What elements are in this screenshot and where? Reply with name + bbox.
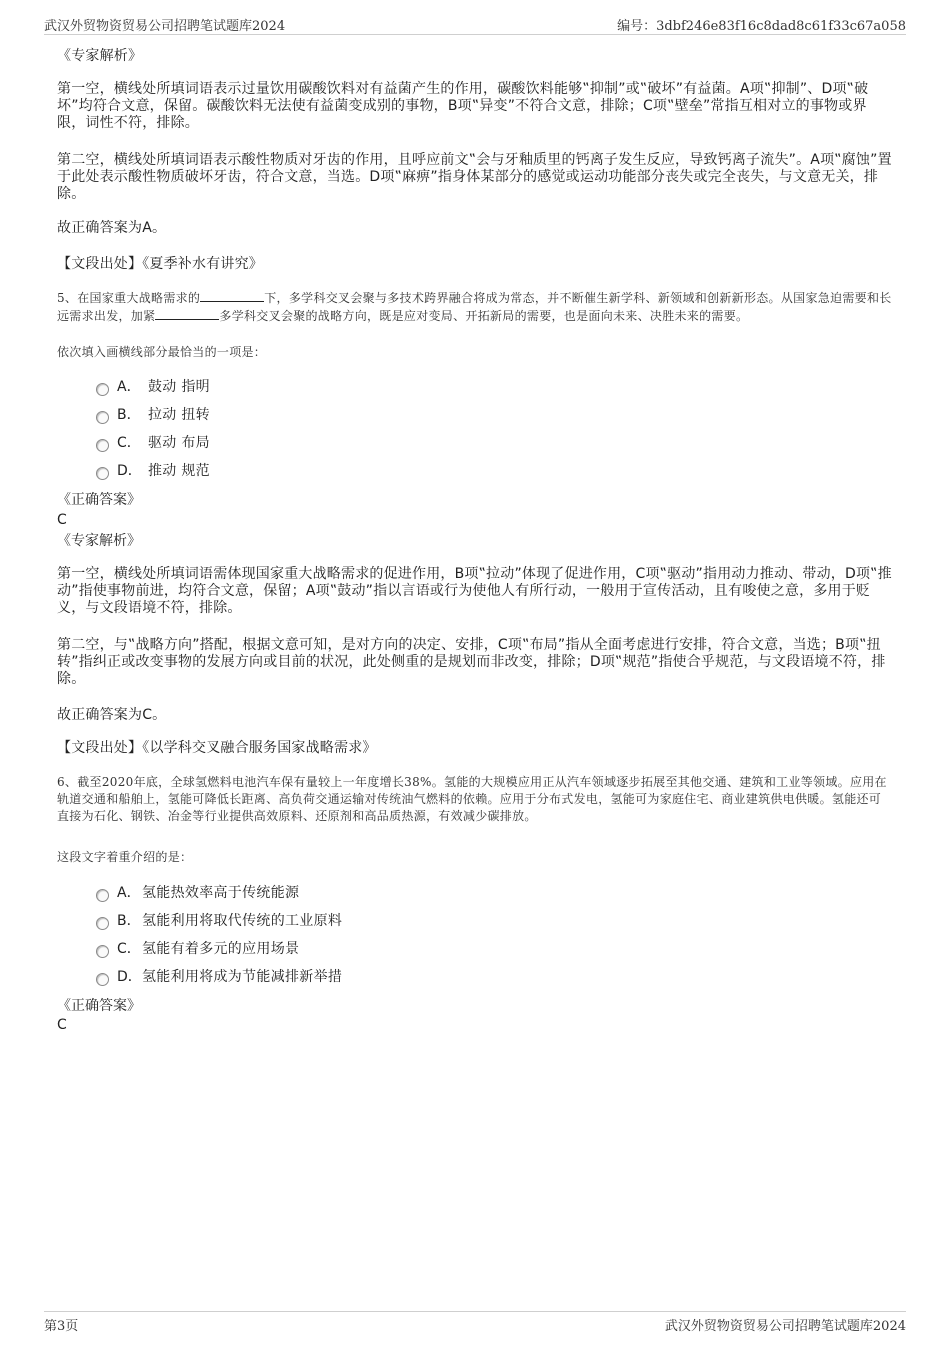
q4-analysis-label: 《专家解析》 <box>57 48 143 64</box>
option-text: 氢能利用将取代传统的工业原料 <box>142 913 343 929</box>
q5-conclusion: 故正确答案为C。 <box>57 707 167 723</box>
footer-title: 武汉外贸物资贸易公司招聘笔试题库2024 <box>664 1319 906 1334</box>
q5-source: 【文段出处】《以学科交叉融合服务国家战略需求》 <box>57 740 377 756</box>
option-key: D． <box>117 463 142 479</box>
q5-analysis-p2: 第二空，与‟战略方向”搭配，根据文意可知，是对方向的决定、安排，C项‟布局”指从全面考虑进行安排，符合文意，当选；B项‟扭转”指纠正或改变事物的发展方向或目前的状况，此处侧重的是规划而非改变，排除；D项‟规范”指使合乎规范，与文段语境不符，排除。 <box>57 637 886 687</box>
option-text: 氢能有着多元的应用场景 <box>142 941 300 957</box>
option-key: B． <box>117 407 141 423</box>
option-key: C． <box>117 941 141 957</box>
option-text: 驱动 布局 <box>148 435 210 451</box>
radio-icon[interactable] <box>96 439 109 452</box>
q4-analysis-p2: 第二空，横线处所填词语表示酸性物质对牙齿的作用，且呼应前文‟会与牙釉质里的钙离子发生反应，导致钙离子流失”。A项‟腐蚀”置于此处表示酸性物质破坏牙齿，符合文意，当选。D项‟麻痹”指身体某部分的感觉或运动功能部分丧失或完全丧失，与文意无关，排除。 <box>57 152 892 202</box>
radio-icon[interactable] <box>96 467 109 480</box>
radio-icon[interactable] <box>96 383 109 396</box>
q4-analysis-p1: 第一空，横线处所填词语表示过量饮用碳酸饮料对有益菌产生的作用，碳酸饮料能够‟抑制”或‟破坏”有益菌。A项‟抑制”、D项‟破坏”均符合文意，保留。碳酸饮料无法使有益菌变成别的事物，B项‟异变”不符合文意，排除；C项‟壁垒”常指互相对立的事物或界限，词性不符，排除。 <box>57 81 869 131</box>
q5-answer: C <box>57 512 67 528</box>
radio-icon[interactable] <box>96 411 109 424</box>
q5-stem-part3: 多学科交叉会聚的战略方向，既是应对变局、开拓新局的需要，也是面向未来、决胜未来的需要。 <box>219 309 749 323</box>
q6-answer: C <box>57 1017 67 1033</box>
option-text: 鼓动 指明 <box>148 379 210 395</box>
radio-icon[interactable] <box>96 917 109 930</box>
option-key: B． <box>117 913 141 929</box>
q6-answer-label: 《正确答案》 <box>57 998 141 1014</box>
page-header <box>44 14 906 35</box>
option-key: D． <box>117 969 142 985</box>
q4-conclusion: 故正确答案为A。 <box>57 220 167 236</box>
q5-stem <box>57 289 893 325</box>
option-key: C． <box>117 435 141 451</box>
radio-icon[interactable] <box>96 945 109 958</box>
q5-stem-part2: 下，多学科交叉会聚与多技术跨界融合将成为常态，并不断催生新学科、新领域和创新新形态。从国家急迫需要和长远需求出发，加紧 <box>57 291 892 323</box>
radio-icon[interactable] <box>96 889 109 902</box>
q5-analysis-label: 《专家解析》 <box>57 533 141 549</box>
header-serial: 编号：3dbf246e83f16c8dad8c61f33c67a058 <box>617 19 906 34</box>
q5-prompt: 依次填入画横线部分最恰当的一项是： <box>57 345 267 359</box>
radio-icon[interactable] <box>96 973 109 986</box>
q5-analysis-p1: 第一空，横线处所填词语需体现国家重大战略需求的促进作用，B项‟拉动”体现了促进作用，C项‟驱动”指用动力推动、带动，D项‟推动”指使事物前进，均符合文意，保留；A项‟鼓动”指以言语或行为使他人有所行动，一般用于宣传活动，且有唆使之意，多用于贬义，与文段语境不符，排除。 <box>57 566 892 616</box>
fill-blank-1 <box>200 289 264 302</box>
fill-blank-2 <box>155 307 219 320</box>
option-text: 拉动 扭转 <box>148 407 210 423</box>
option-text: 氢能热效率高于传统能源 <box>142 885 300 901</box>
header-title: 武汉外贸物资贸易公司招聘笔试题库2024 <box>44 19 286 34</box>
q5-answer-label: 《正确答案》 <box>57 492 141 508</box>
q4-source: 【文段出处】《夏季补水有讲究》 <box>57 256 263 272</box>
option-key: A． <box>117 885 141 901</box>
q6-prompt: 这段文字着重介绍的是： <box>57 850 193 864</box>
option-text: 氢能利用将成为节能减排新举措 <box>142 969 343 985</box>
footer-page-number: 第3页 <box>44 1319 79 1334</box>
page-footer <box>44 1311 906 1334</box>
q6-stem: 6、截至2020年底，全球氢燃料电池汽车保有量较上一年度增长38%。氢能的大规模应用正从汽车领域逐步拓展至其他交通、建筑和工业等领域。应用在轨道交通和船舶上，氢能可降低长距离、高负荷交通运输对传统油气燃料的依赖。应用于分布式发电，氢能可为家庭住宅、商业建筑供电供暖。氢能还可直接为石化、钢铁、冶金等行业提供高效原料、还原剂和高品质热源，有效减少碳排放。 <box>57 775 887 823</box>
option-key: A． <box>117 379 141 395</box>
q5-stem-part1: 5、在国家重大战略需求的 <box>57 291 201 305</box>
option-text: 推动 规范 <box>148 463 210 479</box>
